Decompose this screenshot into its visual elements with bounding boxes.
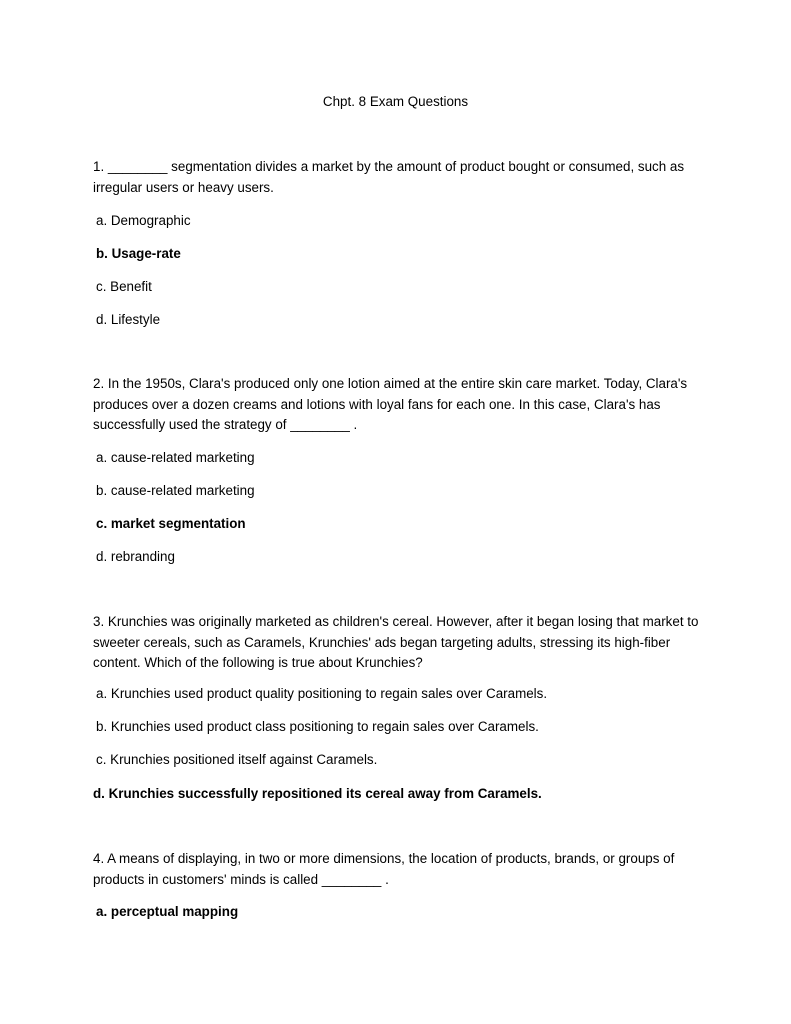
question-3-option-c: c. Krunchies positioned itself against Caramels. (96, 752, 378, 767)
question-1-option-d: d. Lifestyle (96, 312, 161, 327)
question-4-option-a-answer: a. perceptual mapping (96, 904, 239, 919)
question-3-option-a: a. Krunchies used product quality positioning to regain sales over Caramels. (96, 686, 548, 701)
page-title: Chpt. 8 Exam Questions (322, 94, 469, 109)
question-4-text: 4. A means of displaying, in two or more dimensions, the location of products, brands, or groups of products in customers' minds is called ________ . (93, 851, 675, 887)
question-1-text: 1. ________ segmentation divides a market by the amount of product bought or consumed, such as irregular users or heavy users. (93, 159, 685, 195)
question-2-option-a: a. cause-related marketing (96, 450, 255, 465)
question-2-option-b: b. cause-related marketing (96, 483, 255, 498)
question-2-text: 2. In the 1950s, Clara's produced only one lotion aimed at the entire skin care market. Today, Clara's produces over a dozen creams and lotions with loyal fans for each one. In this case, Clara's has successfully used the strategy of ________ . (93, 376, 688, 432)
question-3-text: 3. Krunchies was originally marketed as children's cereal. However, after it began losing that market to sweeter cereals, such as Caramels, Krunchies' ads began targeting adults, stressing its high-fiber content. Which of the following is true about Krunchies? (93, 614, 699, 670)
question-3-option-b: b. Krunchies used product class positioning to regain sales over Caramels. (96, 719, 539, 734)
question-1-option-c: c. Benefit (96, 279, 152, 294)
question-3-option-d-answer: d. Krunchies successfully repositioned its cereal away from Caramels. (93, 786, 542, 801)
question-2-option-d: d. rebranding (96, 549, 175, 564)
question-1-option-a: a. Demographic (96, 213, 191, 228)
question-2-option-c-answer: c. market segmentation (96, 516, 246, 531)
question-1-option-b-answer: b. Usage-rate (96, 246, 181, 261)
